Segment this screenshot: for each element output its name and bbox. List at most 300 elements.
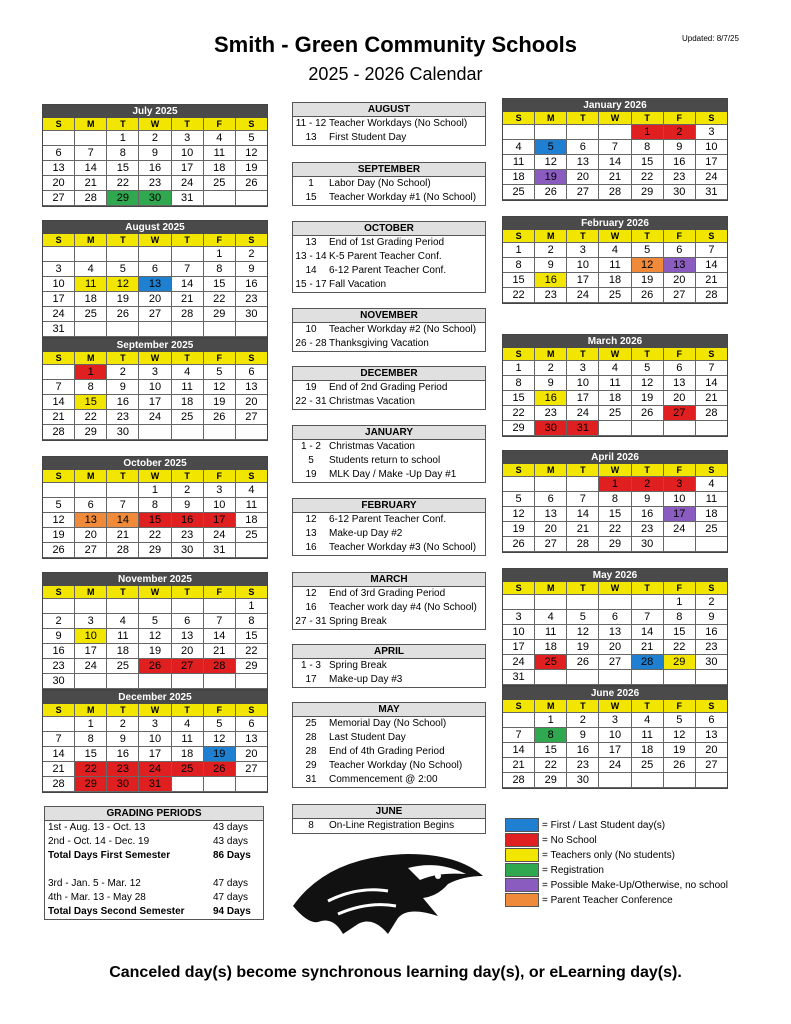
calendar-day: 12 [567,625,599,640]
calendar-day: 31 [139,777,171,792]
event-text: Teacher Workday #1 (No School) [329,192,477,203]
weekday-label: F [664,112,696,125]
calendar-day: 5 [107,262,139,277]
empty-day [567,595,599,610]
calendar-day: 15 [503,273,535,288]
calendar-day: 8 [664,610,696,625]
event-month-title: AUGUST [293,103,485,117]
calendar-day: 9 [535,258,567,273]
calendar-day: 9 [696,610,727,625]
hawk-logo-icon [288,846,488,936]
empty-day [172,599,204,614]
calendar-day: 15 [139,513,171,528]
event-box-october [292,221,486,293]
empty-day [503,477,535,492]
calendar-day: 14 [75,161,107,176]
empty-day [664,537,696,552]
calendar-day: 2 [567,713,599,728]
calendar-day: 30 [139,191,171,206]
calendar-day: 8 [599,492,631,507]
weekday-label: S [43,234,75,247]
calendar-day: 23 [696,640,727,655]
calendar-day: 9 [567,728,599,743]
event-box-august [292,102,486,146]
calendar-day: 6 [664,243,696,258]
empty-day [632,595,664,610]
calendar-day: 16 [107,747,139,762]
calendar-day: 14 [599,155,631,170]
weekday-label: T [632,700,664,713]
calendar-day: 10 [139,380,171,395]
calendar-day: 19 [503,522,535,537]
calendar-day: 14 [172,277,204,292]
event-date: 19 [305,469,317,480]
weekday-label: S [696,230,727,243]
event-date: 12 [305,588,317,599]
weekday-label: T [172,704,204,717]
calendar-day: 10 [503,625,535,640]
empty-day [172,425,204,440]
calendar-day: 10 [567,376,599,391]
month-5 [42,690,268,793]
weekday-label: F [664,582,696,595]
weekday-label: T [567,700,599,713]
calendar-day: 13 [696,728,727,743]
calendar-day: 22 [107,176,139,191]
event-row [293,236,485,250]
month-title: August 2025 [43,221,267,234]
calendar-day: 15 [75,395,107,410]
empty-day [172,777,204,792]
event-text: Make-up Day #3 [329,674,403,685]
calendar-day: 9 [172,498,204,513]
calendar-day: 7 [696,361,727,376]
calendar-day: 25 [107,659,139,674]
calendar-day: 26 [139,659,171,674]
legend-swatch [505,893,539,907]
calendar-day: 27 [236,410,267,425]
event-row [293,513,485,527]
empty-day [599,773,631,788]
grading-label: Total Days Second Semester [48,906,185,917]
calendar-day: 16 [535,391,567,406]
event-row [293,587,485,601]
calendar-day: 19 [204,395,236,410]
weekday-label: W [139,352,171,365]
calendar-day: 1 [75,717,107,732]
calendar-day: 7 [567,492,599,507]
event-date: 31 [305,774,317,785]
calendar-day: 30 [696,655,727,670]
weekday-label: F [664,700,696,713]
weekday-label: T [632,112,664,125]
calendar-day: 14 [503,743,535,758]
calendar-day: 19 [535,170,567,185]
grading-label: Total Days First Semester [48,850,171,861]
month-0 [42,104,268,207]
weekday-label: F [204,704,236,717]
empty-day [696,773,727,788]
weekday-label: S [696,700,727,713]
weekday-label: W [139,118,171,131]
empty-day [204,191,236,206]
event-text: End of 1st Grading Period [329,237,445,248]
weekday-label: W [599,230,631,243]
calendar-day: 19 [204,747,236,762]
calendar-day: 10 [43,277,75,292]
calendar-day: 29 [139,543,171,558]
calendar-day: 25 [599,406,631,421]
empty-day [75,674,107,689]
calendar-day: 29 [535,773,567,788]
calendar-day: 21 [172,292,204,307]
calendar-day: 17 [75,644,107,659]
calendar-day: 4 [204,131,236,146]
event-row [293,177,485,191]
calendar-day: 17 [43,292,75,307]
calendar-day: 11 [204,146,236,161]
empty-day [139,599,171,614]
calendar-day: 24 [43,307,75,322]
calendar-day: 4 [172,717,204,732]
legend-swatch [505,818,539,832]
empty-day [535,477,567,492]
empty-day [696,670,727,685]
weekday-label: T [567,230,599,243]
calendar-day: 6 [236,717,267,732]
month-title: June 2026 [503,687,727,700]
calendar-day: 28 [632,655,664,670]
calendar-day: 4 [696,477,727,492]
calendar-day: 9 [632,492,664,507]
calendar-day: 29 [503,421,535,436]
event-text: Teacher Workdays (No School) [329,118,468,129]
empty-day [664,773,696,788]
calendar-day: 24 [139,762,171,777]
event-date: 11 - 12 [295,118,327,129]
calendar-day: 8 [107,146,139,161]
calendar-day: 23 [43,659,75,674]
calendar-day: 3 [172,131,204,146]
empty-day [204,777,236,792]
calendar-day: 18 [696,507,727,522]
calendar-day: 2 [632,477,664,492]
empty-day [139,674,171,689]
calendar-day: 11 [632,728,664,743]
month-title: October 2025 [43,457,267,470]
empty-day [43,131,75,146]
weekday-label: S [236,586,267,599]
empty-day [236,674,267,689]
calendar-day: 29 [599,537,631,552]
event-date: 12 [305,514,317,525]
weekday-label: W [139,234,171,247]
empty-day [43,483,75,498]
calendar-day: 30 [172,543,204,558]
calendar-day: 5 [664,713,696,728]
event-text: Memorial Day (No School) [329,718,447,729]
calendar-day: 27 [139,307,171,322]
calendar-day: 19 [236,161,267,176]
empty-day [107,483,139,498]
calendar-day: 18 [599,391,631,406]
calendar-day: 28 [503,773,535,788]
grading-row [45,863,263,877]
event-date: 5 [308,455,314,466]
calendar-day: 25 [535,655,567,670]
grading-row [45,891,263,905]
event-date: 28 [305,746,317,757]
calendar-day: 25 [696,522,727,537]
page-title: Smith - Green Community Schools [213,32,578,57]
empty-day [599,670,631,685]
weekday-label: T [172,586,204,599]
calendar-day: 22 [204,292,236,307]
calendar-day: 7 [632,610,664,625]
calendar-day: 11 [75,277,107,292]
grading-label: 2nd - Oct. 14 - Dec. 19 [48,836,150,847]
event-date: 15 [305,192,317,203]
weekday-label: S [503,464,535,477]
calendar-day: 16 [696,625,727,640]
month-1 [42,220,268,338]
event-box-november [292,308,486,352]
calendar-day: 29 [75,777,107,792]
weekday-label: T [632,582,664,595]
event-date: 8 [308,820,314,831]
calendar-day: 6 [172,614,204,629]
calendar-day: 26 [632,406,664,421]
calendar-day: 6 [664,361,696,376]
calendar-day: 11 [599,376,631,391]
calendar-day: 16 [567,743,599,758]
calendar-day: 18 [75,292,107,307]
weekday-label: M [535,464,567,477]
event-text: End of 4th Grading Period [329,746,445,757]
calendar-day: 12 [107,277,139,292]
calendar-day: 2 [236,247,267,262]
empty-day [107,322,139,337]
calendar-day: 21 [75,176,107,191]
empty-day [172,322,204,337]
empty-day [696,537,727,552]
empty-day [75,131,107,146]
calendar-day: 19 [43,528,75,543]
calendar-day: 13 [236,380,267,395]
calendar-day: 1 [204,247,236,262]
weekday-label: S [503,112,535,125]
calendar-day: 14 [107,513,139,528]
weekday-label: S [503,582,535,595]
legend-item [505,848,675,862]
weekday-label: T [107,118,139,131]
calendar-day: 22 [503,406,535,421]
calendar-day: 1 [75,365,107,380]
calendar-day: 12 [535,155,567,170]
calendar-day: 27 [696,758,727,773]
calendar-day: 16 [107,395,139,410]
event-row [293,819,485,833]
calendar-day: 21 [43,410,75,425]
event-date: 22 - 31 [295,396,327,407]
calendar-day: 6 [599,610,631,625]
empty-day [75,599,107,614]
weekday-label: M [75,118,107,131]
weekday-label: S [236,470,267,483]
weekday-label: W [139,704,171,717]
weekday-label: T [567,464,599,477]
grading-label: 3rd - Jan. 5 - Mar. 12 [48,878,141,889]
calendar-day: 31 [567,421,599,436]
weekday-label: F [204,118,236,131]
calendar-day: 29 [236,659,267,674]
calendar-day: 10 [139,732,171,747]
calendar-day: 26 [204,762,236,777]
weekday-label: S [696,582,727,595]
calendar-day: 24 [172,176,204,191]
empty-day [139,425,171,440]
calendar-day: 7 [172,262,204,277]
calendar-day: 30 [107,425,139,440]
calendar-day: 9 [107,732,139,747]
weekday-label: M [535,112,567,125]
weekday-label: W [599,582,631,595]
calendar-day: 22 [535,758,567,773]
calendar-day: 24 [139,410,171,425]
empty-day [664,421,696,436]
calendar-day: 4 [75,262,107,277]
calendar-day: 16 [664,155,696,170]
grading-value: 86 Days [213,850,251,861]
event-text: Teacher Workday (No School) [329,760,463,771]
calendar-day: 2 [696,595,727,610]
empty-day [172,247,204,262]
event-row [293,381,485,395]
calendar-day: 26 [567,655,599,670]
calendar-day: 9 [139,146,171,161]
empty-day [632,670,664,685]
event-row [293,717,485,731]
weekday-label: T [567,348,599,361]
calendar-day: 11 [236,498,267,513]
calendar-day: 20 [599,640,631,655]
event-date: 25 [305,718,317,729]
month-title: May 2026 [503,569,727,582]
calendar-day: 24 [75,659,107,674]
grading-value: 47 days [213,878,249,889]
event-month-title: DECEMBER [293,367,485,381]
calendar-day: 12 [664,728,696,743]
calendar-day: 25 [236,528,267,543]
calendar-day: 29 [664,655,696,670]
calendar-day: 29 [204,307,236,322]
calendar-day: 3 [204,483,236,498]
calendar-day: 29 [107,191,139,206]
weekday-label: S [503,348,535,361]
calendar-day: 23 [107,762,139,777]
event-text: MLK Day / Make -Up Day #1 [329,469,457,480]
calendar-day: 4 [236,483,267,498]
event-text: Labor Day (No School) [329,178,431,189]
calendar-day: 27 [75,543,107,558]
weekday-label: F [204,352,236,365]
calendar-day: 7 [43,732,75,747]
calendar-day: 5 [535,140,567,155]
calendar-day: 24 [599,758,631,773]
empty-day [204,322,236,337]
empty-day [503,595,535,610]
event-date: 17 [305,674,317,685]
calendar-day: 15 [204,277,236,292]
calendar-day: 1 [535,713,567,728]
calendar-day: 19 [139,644,171,659]
legend-item [505,833,597,847]
calendar-day: 27 [567,185,599,200]
calendar-day: 17 [172,161,204,176]
calendar-day: 4 [632,713,664,728]
calendar-day: 27 [236,762,267,777]
calendar-day: 19 [567,640,599,655]
weekday-label: T [632,230,664,243]
grading-row [45,905,263,919]
calendar-day: 20 [172,644,204,659]
calendar-day: 29 [75,425,107,440]
month-3 [42,456,268,559]
event-box-may [292,702,486,788]
calendar-day: 28 [696,288,727,303]
calendar-day: 31 [43,322,75,337]
calendar-day: 28 [599,185,631,200]
calendar-day: 4 [172,365,204,380]
calendar-day: 21 [503,758,535,773]
event-row [293,468,485,482]
weekday-label: T [567,112,599,125]
calendar-day: 18 [503,170,535,185]
weekday-label: S [696,112,727,125]
weekday-label: M [75,586,107,599]
calendar-day: 18 [599,273,631,288]
calendar-day: 7 [599,140,631,155]
calendar-day: 20 [664,391,696,406]
calendar-day: 27 [172,659,204,674]
footer-note: Canceled day(s) become synchronous learning day(s), or eLearning day(s). [109,964,682,981]
empty-day [567,477,599,492]
legend-text: = First / Last Student day(s) [542,819,666,831]
calendar-day: 13 [172,629,204,644]
calendar-day: 13 [664,376,696,391]
calendar-day: 18 [172,395,204,410]
legend-item [505,818,665,832]
calendar-day: 20 [236,747,267,762]
calendar-day: 20 [75,528,107,543]
legend-text: = No School [542,834,597,846]
event-text: Teacher work day #4 (No School) [329,602,477,613]
month-2 [42,338,268,441]
event-box-february [292,498,486,556]
weekday-label: S [696,348,727,361]
weekday-label: S [236,352,267,365]
calendar-day: 23 [139,176,171,191]
month-title: March 2026 [503,335,727,348]
event-row [293,541,485,555]
calendar-day: 22 [664,640,696,655]
calendar-day: 1 [236,599,267,614]
calendar-day: 17 [503,640,535,655]
calendar-day: 10 [172,146,204,161]
calendar-day: 30 [535,421,567,436]
empty-day [599,595,631,610]
legend-text: = Teachers only (No students) [542,849,675,861]
